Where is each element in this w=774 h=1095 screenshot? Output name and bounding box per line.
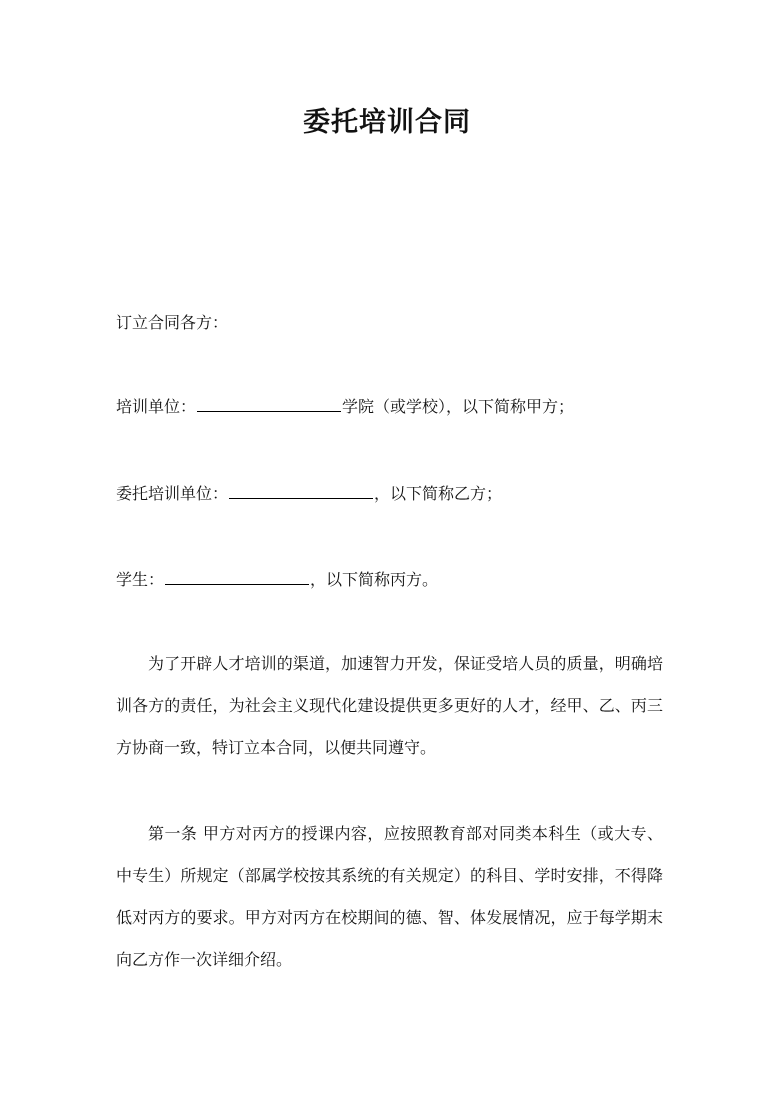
party-c-label: 学生： <box>116 570 165 589</box>
parties-heading: 订立合同各方： <box>116 313 229 332</box>
party-b-blank[interactable] <box>229 484 373 499</box>
party-a-label: 培训单位： <box>116 397 197 416</box>
party-b-line <box>116 481 661 504</box>
party-a-line <box>116 394 661 417</box>
party-c-line <box>116 567 661 590</box>
party-c-blank[interactable] <box>165 570 309 585</box>
party-c-suffix: ，以下简称丙方。 <box>310 570 439 589</box>
party-a-suffix: 学院（或学校），以下简称甲方； <box>342 397 575 416</box>
document-title: 委托培训合同 <box>303 107 471 138</box>
party-b-suffix: ，以下简称乙方； <box>374 484 503 503</box>
party-b-label: 委托培训单位： <box>116 484 229 503</box>
article-1-paragraph: 第一条 甲方对丙方的授课内容，应按照教育部对同类本科生（或大专、中专生）所规定（部属学校按其系统的有关规定）的科目、学时安排，不得降低对丙方的要求。甲方对丙方在校期间的德、智、体发展情况，应于每学期末向乙方作一次详细介绍。 <box>116 824 663 969</box>
party-a-blank[interactable] <box>197 397 341 412</box>
preamble-paragraph: 为了开辟人才培训的渠道，加速智力开发，保证受培人员的质量，明确培训各方的责任，为社会主义现代化建设提供更多更好的人才，经甲、乙、丙三方协商一致，特订立本合同，以便共同遵守。 <box>116 654 663 757</box>
